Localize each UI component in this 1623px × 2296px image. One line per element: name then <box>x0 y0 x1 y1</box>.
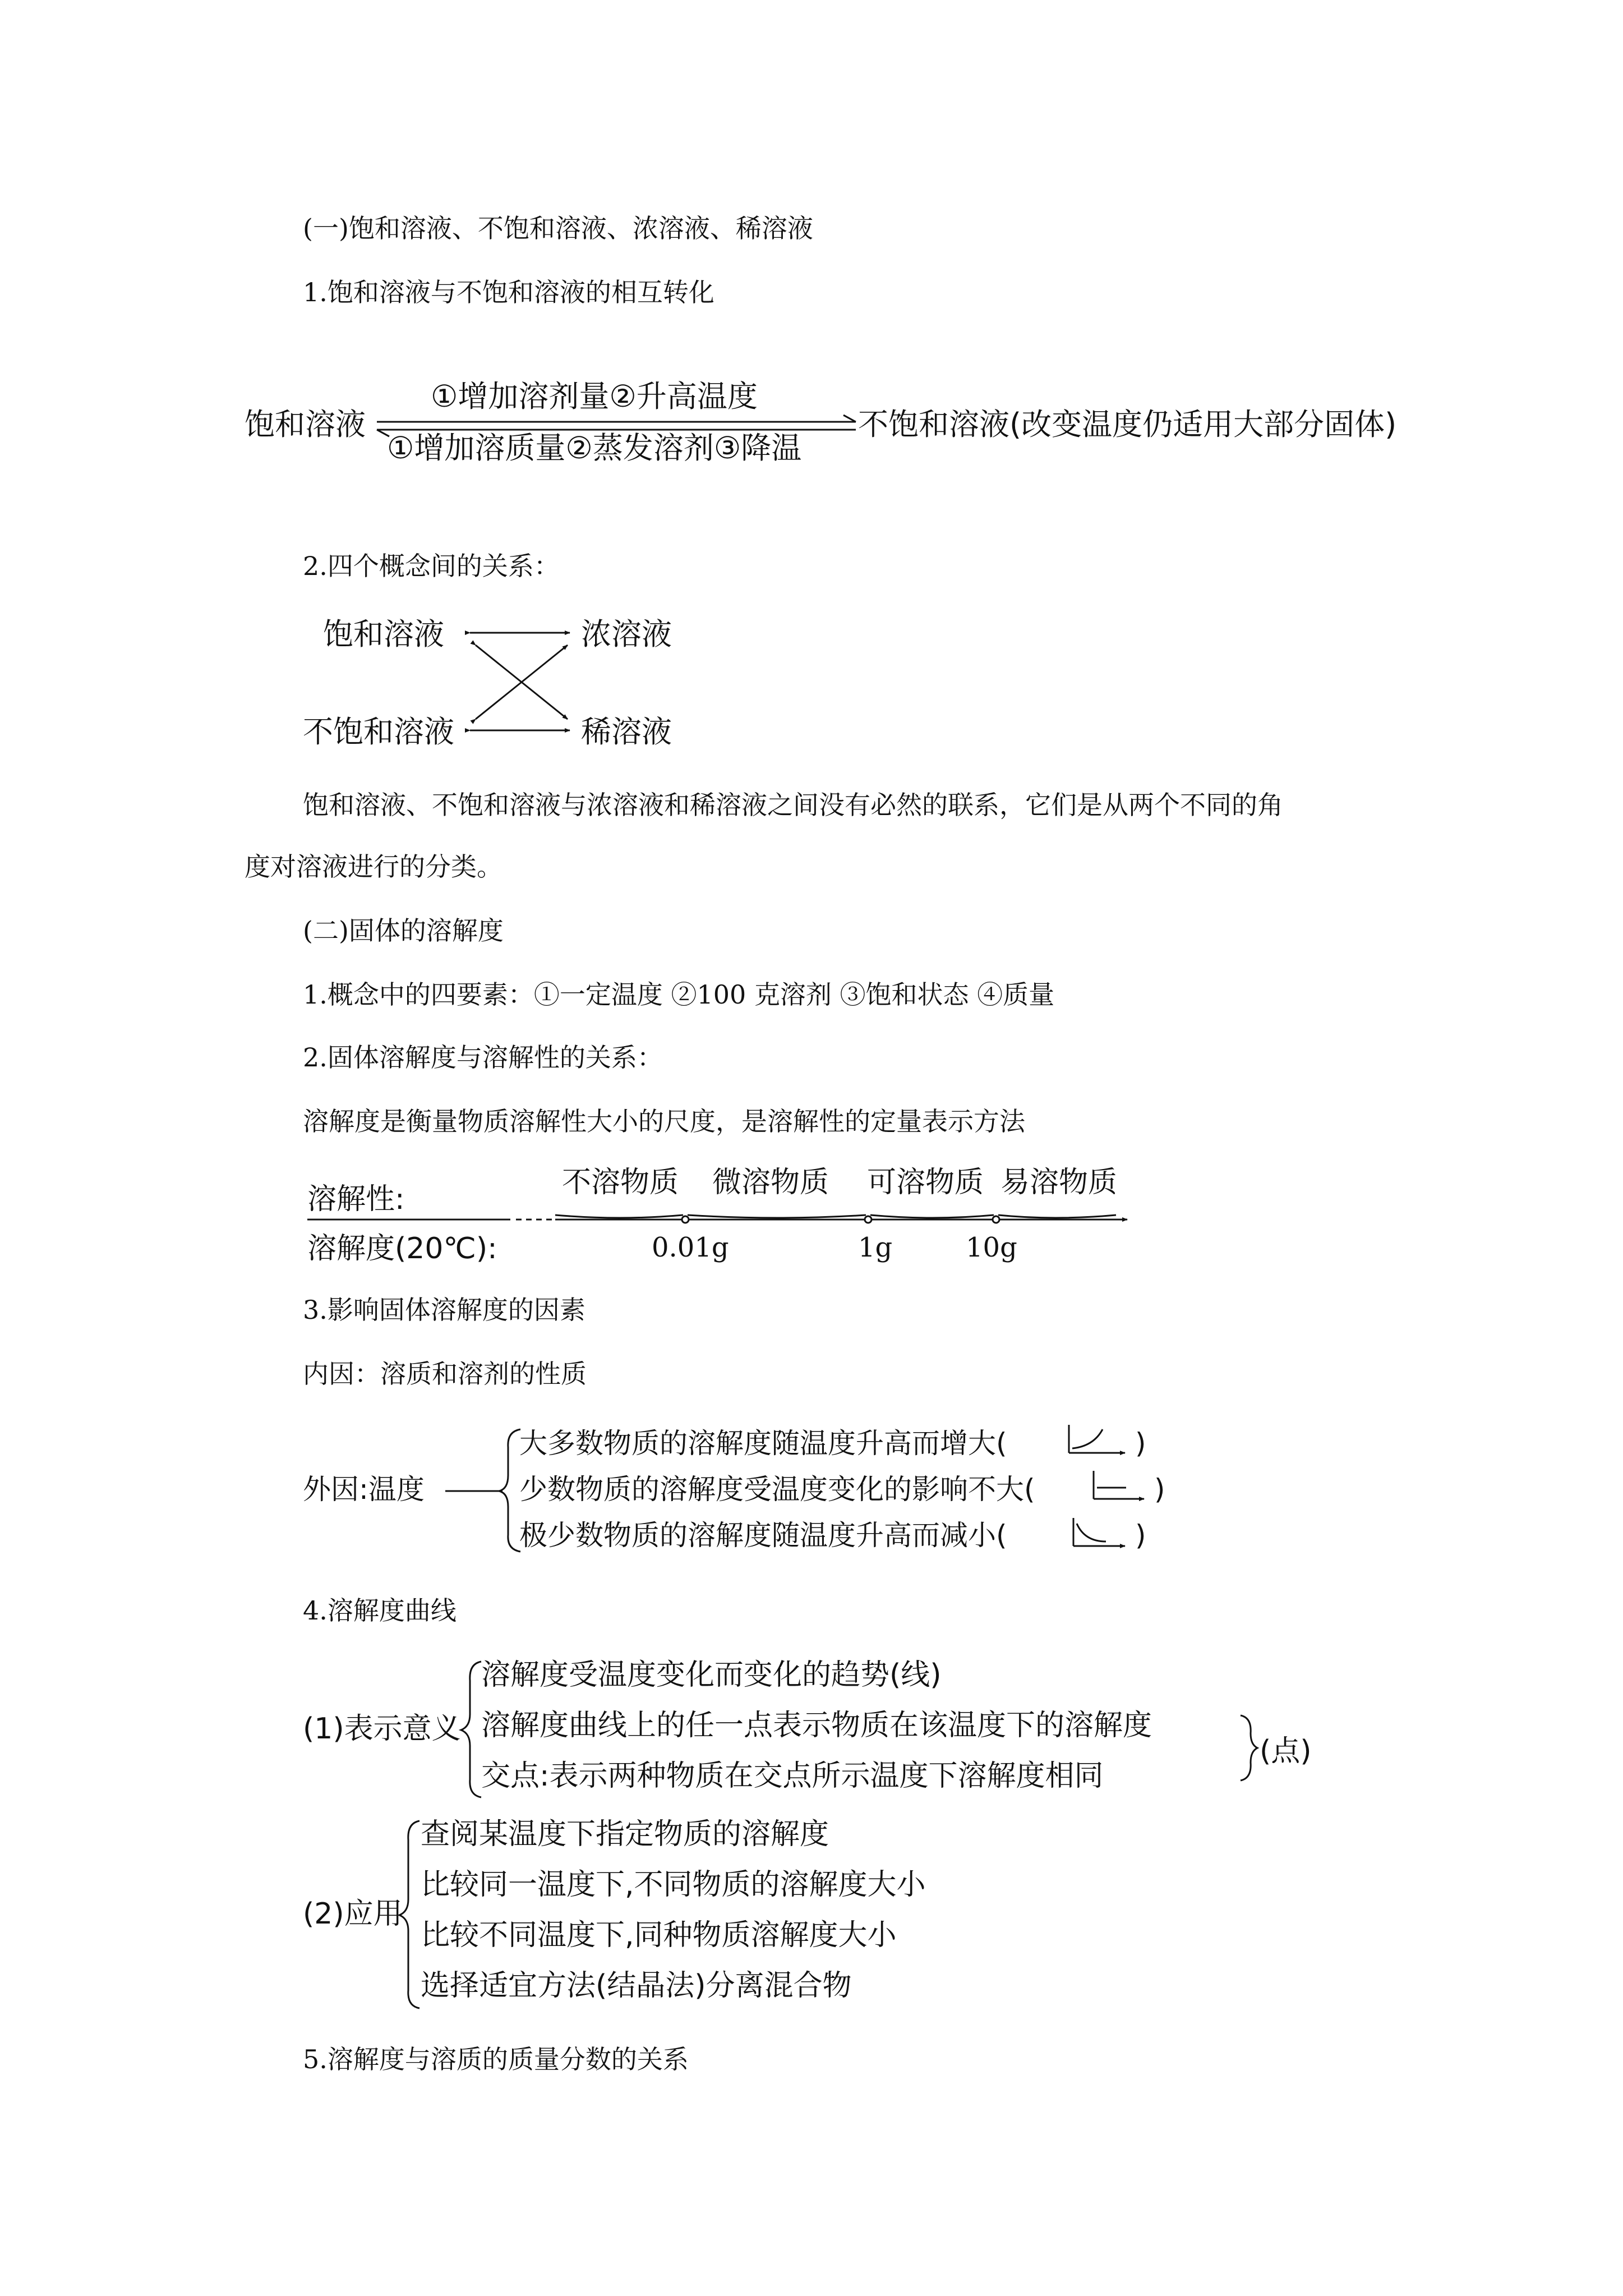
external-item-increase: 大多数物质的溶解度随温度升高而增大( <box>519 1427 1007 1460</box>
item-title-conversion: 1.饱和溶液与不饱和溶液的相互转化 <box>303 277 714 307</box>
application-item-compare-same-temp: 比较同一温度下,不同物质的溶解度大小 <box>421 1868 926 1902</box>
meaning-item-intersection: 交点:表示两种物质在交点所示温度下溶解度相同 <box>481 1759 1104 1793</box>
scale-tick-0-01g <box>682 1216 689 1223</box>
item-title-relation: 2.四个概念间的关系： <box>303 551 560 581</box>
scale-category-very-soluble: 易溶物质 <box>1000 1166 1118 1199</box>
meaning-point-note: (点) <box>1260 1734 1312 1768</box>
scale-row-label-solubility: 溶解性: <box>307 1182 405 1216</box>
item-title-factors: 3.影响固体溶解度的因素 <box>303 1295 585 1325</box>
scale-row-label-temperature: 溶解度(20℃): <box>307 1232 497 1266</box>
relation-unsaturated: 不饱和溶液 <box>303 714 454 749</box>
mini-graph-increase-icon <box>1069 1425 1125 1453</box>
mini-graph-flat-icon <box>1094 1471 1144 1499</box>
application-item-lookup: 查阅某温度下指定物质的溶解度 <box>421 1818 829 1851</box>
conversion-left-label: 饱和溶液 <box>245 407 366 442</box>
mini-graph-decrease-icon <box>1073 1518 1125 1546</box>
section-heading-1: (一)饱和溶液、不饱和溶液、浓溶液、稀溶液 <box>303 213 813 243</box>
external-factor-label: 外因:温度 <box>303 1473 425 1506</box>
conversion-bottom-condition: ①增加溶质量②蒸发溶剂③降温 <box>387 430 802 466</box>
external-brace <box>499 1429 520 1552</box>
internal-factor-text: 内因：溶质和溶剂的性质 <box>303 1359 587 1389</box>
external-item-close-paren-1: ) <box>1135 1427 1146 1460</box>
scale-category-slightly-soluble: 微溶物质 <box>712 1166 829 1199</box>
relation-dilute: 稀溶液 <box>581 714 672 749</box>
application-item-compare-diff-temp: 比较不同温度下,同种物质溶解度大小 <box>421 1918 897 1952</box>
scale-tick-10g <box>993 1216 999 1223</box>
meaning-brace <box>461 1662 481 1797</box>
scale-bracket-1 <box>555 1215 683 1218</box>
relation-concentrated: 浓溶液 <box>581 616 672 652</box>
scale-tick-label-0-01g: 0.01g <box>652 1232 729 1263</box>
conversion-right-label: 不饱和溶液(改变温度仍适用大部分固体) <box>858 407 1397 442</box>
item-four-elements: 1.概念中的四要素：①一定温度 ②100 克溶剂 ③饱和状态 ④质量 <box>303 979 1055 1010</box>
paragraph-line-2: 度对溶液进行的分类。 <box>245 852 502 882</box>
item-title-solubility-curve: 4.溶解度曲线 <box>303 1595 457 1626</box>
section-heading-2: (二)固体的溶解度 <box>303 915 504 946</box>
application-item-separation: 选择适宜方法(结晶法)分离混合物 <box>421 1969 852 2003</box>
scale-bracket-2 <box>688 1215 866 1218</box>
scale-tick-label-1g: 1g <box>858 1232 893 1263</box>
meaning-item-point: 溶解度曲线上的任一点表示物质在该温度下的溶解度 <box>481 1709 1152 1742</box>
item-title-solubility-relation: 2.固体溶解度与溶解性的关系： <box>303 1042 663 1073</box>
scale-category-soluble: 可溶物质 <box>867 1166 984 1199</box>
item-title-mass-fraction: 5.溶解度与溶质的质量分数的关系 <box>303 2044 689 2074</box>
scale-tick-label-10g: 10g <box>966 1232 1017 1263</box>
conversion-top-condition: ①增加溶剂量②升高温度 <box>431 379 758 414</box>
relation-saturated: 饱和溶液 <box>323 616 444 652</box>
external-item-close-paren-3: ) <box>1135 1519 1146 1552</box>
solubility-definition-text: 溶解度是衡量物质溶解性大小的尺度，是溶解性的定量表示方法 <box>303 1106 1025 1137</box>
meaning-item-trend: 溶解度受温度变化而变化的趋势(线) <box>481 1658 942 1692</box>
meaning-point-brace <box>1241 1715 1257 1780</box>
paragraph-line-1: 饱和溶液、不饱和溶液与浓溶液和稀溶液之间没有必然的联系，它们是从两个不同的角 <box>303 790 1283 820</box>
application-brace <box>399 1821 419 2008</box>
application-label: (2)应用 <box>303 1897 403 1931</box>
external-item-decrease: 极少数物质的溶解度随温度升高而减小( <box>519 1519 1007 1552</box>
meaning-label: (1)表示意义 <box>303 1712 461 1746</box>
scale-bracket-4 <box>998 1215 1116 1218</box>
scale-category-insoluble: 不溶物质 <box>562 1166 679 1199</box>
external-item-close-paren-2: ) <box>1154 1473 1165 1506</box>
scale-bracket-3 <box>870 1215 994 1218</box>
external-item-little-change: 少数物质的溶解度受温度变化的影响不大( <box>519 1473 1035 1506</box>
scale-tick-1g <box>865 1216 872 1223</box>
